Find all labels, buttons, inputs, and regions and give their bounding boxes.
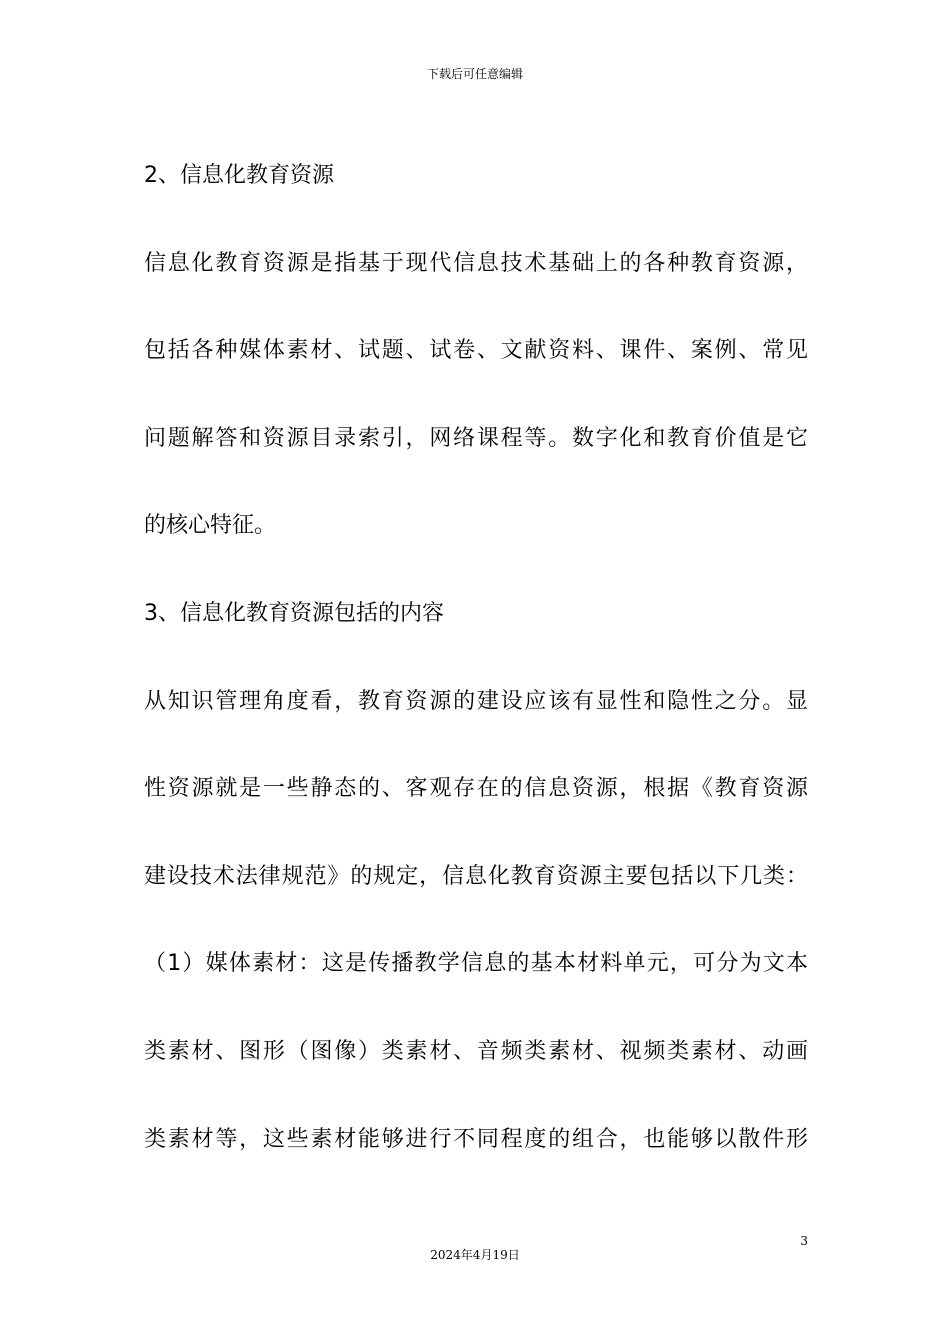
footer-date: 2024年4月19日 (430, 1248, 520, 1262)
page-number: 3 (800, 1234, 808, 1248)
document-body (144, 150, 808, 1201)
paragraph-line: 包括各种媒体素材、试题、试卷、文献资料、课件、案例、常见 (144, 338, 808, 364)
paragraph-line: 问题解答和资源目录索引，网络课程等。数字化和教育价值是它 (144, 425, 808, 451)
page-header: 下载后可任意编辑 (426, 67, 523, 81)
paragraph-line: 从知识管理角度看，教育资源的建设应该有显性和隐性之分。显 (144, 688, 808, 714)
paragraph-line: 类素材等，这些素材能够进行不同程度的组合，也能够以散件形 (144, 1126, 808, 1152)
paragraph-line: 类素材、图形（图像）类素材、音频类素材、视频类素材、动画 (144, 1038, 808, 1064)
paragraph-line: （1）媒体素材：这是传播教学信息的基本材料单元，可分为文本 (144, 951, 808, 977)
section-heading-3: 3、信息化教育资源包括的内容 (144, 600, 444, 626)
paragraph-line: 信息化教育资源是指基于现代信息技术基础上的各种教育资源， (144, 250, 808, 276)
paragraph-line: 的核心特征。 (144, 513, 277, 539)
paragraph-line: 建设技术法律规范》的规定，信息化教育资源主要包括以下几类： (144, 863, 808, 889)
section-heading-2: 2、信息化教育资源 (144, 163, 334, 188)
paragraph-line: 性资源就是一些静态的、客观存在的信息资源，根据《教育资源 (144, 776, 808, 802)
